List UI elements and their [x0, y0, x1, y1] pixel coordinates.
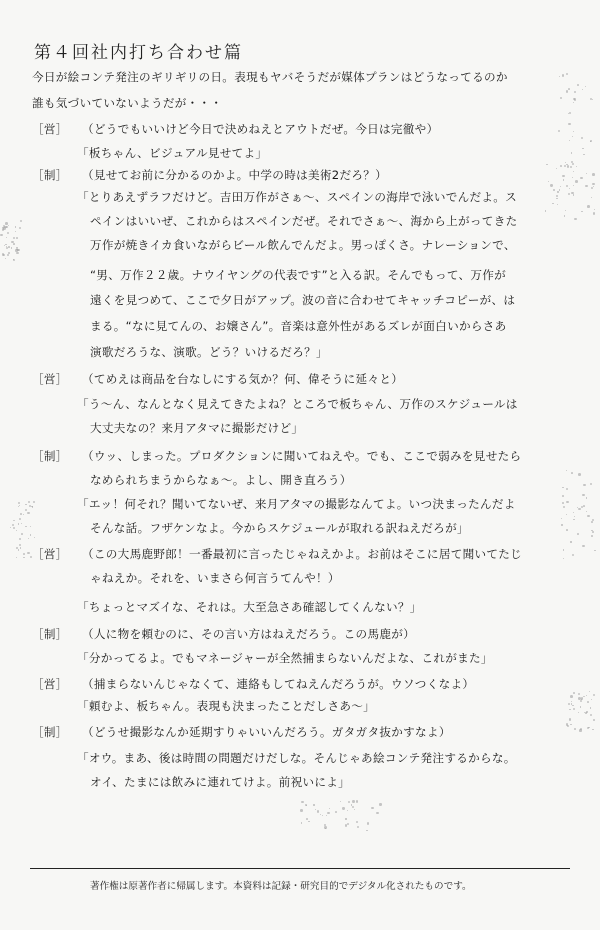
dialogue-text: 万作が焼きイカ食いながらビール飲んでんだよ。男っぽくさ。ナレーションで、 — [90, 238, 516, 252]
page-title: 第４回社内打ち合わせ篇 — [34, 43, 243, 63]
dialogue-line — [90, 571, 340, 585]
dialogue-line — [77, 497, 516, 511]
dialogue-text: 「う～ん、なんとなく見えてきたよね？ところで板ちゃん、万作のスケジュールは — [77, 397, 518, 411]
dialogue-line — [90, 775, 350, 789]
dialogue-text: まる。“なに見てんの、お嬢さん”。音楽は意外性があるズレが面白いからさあ — [90, 319, 507, 333]
dialogue-text: （見せてお前に分かるのかよ。中学の時は美術2だろ？） — [82, 168, 388, 182]
dialogue-text: （ウッ、しまった。プロダクションに聞いてねえや。でも、ここで弱みを見せたら — [82, 449, 522, 463]
copyright-notice: 著作権は原著作者に帰属します。本資料は記録・研究目的でデジタル化されたものです。 — [90, 881, 472, 892]
dialogue-text: （捕まらないんじゃなくて、連絡もしてねえんだろうが。ウソつくなよ） — [82, 677, 475, 691]
dialogue-text: 「分かってるよ。でもマネージャーが全然捕まらないんだよな、これがまた」 — [77, 651, 493, 665]
dialogue-text: （どうせ撮影なんか延期すりゃいいんだろう。ガタガタ抜かすなよ） — [82, 725, 451, 739]
dialogue-line — [32, 122, 438, 136]
dialogue-text: なめられちまうからなぁ～。よし、開き直ろう） — [90, 473, 352, 487]
speaker-tag: ［制］ — [32, 168, 68, 182]
intro-line: 今日が絵コンテ発注のギリギリの日。表現もヤバそうだが媒体プランはどうなってるのか — [32, 70, 508, 84]
dialogue-line — [32, 547, 522, 561]
dialogue-text: 演歌だろうな、演歌。どう？いけるだろ？」 — [90, 345, 328, 359]
speaker-tag: ［制］ — [32, 449, 68, 463]
dialogue-line — [77, 699, 375, 713]
dialogue-line — [32, 372, 403, 386]
dialogue-text: “男、万作２２歳。ナウイヤングの代表です”と入る訳。そんでもって、万作が — [90, 268, 507, 282]
dialogue-text: （てめえは商品を台なしにする気か？何、偉そうに延々と） — [82, 372, 404, 386]
dialogue-line — [77, 190, 517, 204]
dialogue-text: ゃねえか。それを、いまさら何言うてんや！） — [90, 571, 340, 585]
dialogue-line — [90, 214, 517, 228]
dialogue-line — [32, 627, 415, 641]
dialogue-line — [32, 168, 387, 182]
dialogue-line — [77, 751, 516, 765]
dialogue-text: 「板ちゃん、ビジュアル見せてよ」 — [77, 146, 268, 160]
dialogue-text: 「頼むよ、板ちゃん。表現も決まったことだしさあ～」 — [77, 699, 376, 713]
dialogue-text: （人に物を頼むのに、その言い方はねえだろう。この馬鹿が） — [82, 627, 416, 641]
dialogue-line — [77, 146, 267, 160]
dialogue-line — [77, 397, 518, 411]
dialogue-line — [32, 677, 474, 691]
dialogue-line — [77, 600, 422, 614]
dialogue-text: 「ちょっとマズイな、それは。大至急さあ確認してくんない？」 — [77, 600, 422, 614]
dialogue-text: 「とりあえずラフだけど。吉田万作がさぁ～、スペインの海岸で泳いでんだよ。ス — [77, 190, 518, 204]
dialogue-line — [90, 473, 352, 487]
dialogue-line — [77, 651, 493, 665]
speaker-tag: ［制］ — [32, 725, 68, 739]
dialogue-text: ペインはいいぜ、これからはスペインだぜ。それでさぁ～、海から上がってきた — [90, 214, 518, 228]
dialogue-text: （この大馬鹿野郎！一番最初に言ったじゃねえかよ。お前はそこに居て聞いてたじ — [82, 547, 523, 561]
speaker-tag: ［営］ — [32, 677, 68, 691]
dialogue-line — [90, 521, 469, 535]
intro-line: 誰も気づいていないようだが・・・ — [32, 96, 223, 110]
speaker-tag: ［営］ — [32, 372, 68, 386]
dialogue-text: オイ、たまには飲みに連れてけよ。前祝いによ」 — [90, 775, 351, 789]
speaker-tag: ［制］ — [32, 627, 68, 641]
dialogue-text: そんな話。フザケンなよ。今からスケジュールが取れる訳ねえだろが」 — [90, 521, 469, 535]
speaker-tag: ［営］ — [32, 122, 68, 136]
dialogue-text: 「オウ。まあ、後は時間の問題だけだしな。そんじゃあ絵コンテ発注するからな。 — [77, 751, 516, 765]
dialogue-line — [90, 421, 303, 435]
dialogue-line — [90, 319, 507, 333]
dialogue-text: 遠くを見つめて、ここで夕日がアップ。波の音に合わせてキャッチコピーが、は — [90, 293, 516, 307]
dialogue-line — [90, 268, 506, 282]
speaker-tag: ［営］ — [32, 547, 68, 561]
dialogue-line — [90, 293, 515, 307]
dialogue-text: （どうでもいいけど今日で決めねえとアウトだぜ。今日は完徹や） — [82, 122, 439, 136]
dialogue-line — [90, 345, 328, 359]
dialogue-line — [32, 449, 521, 463]
dialogue-line — [90, 238, 516, 252]
dialogue-text: 「エッ！何それ？聞いてないぜ、来月アタマの撮影なんてよ。いつ決まったんだよ — [77, 497, 516, 511]
dialogue-line — [32, 725, 451, 739]
dialogue-text: 大丈夫なの？来月アタマに撮影だけど」 — [90, 421, 304, 435]
